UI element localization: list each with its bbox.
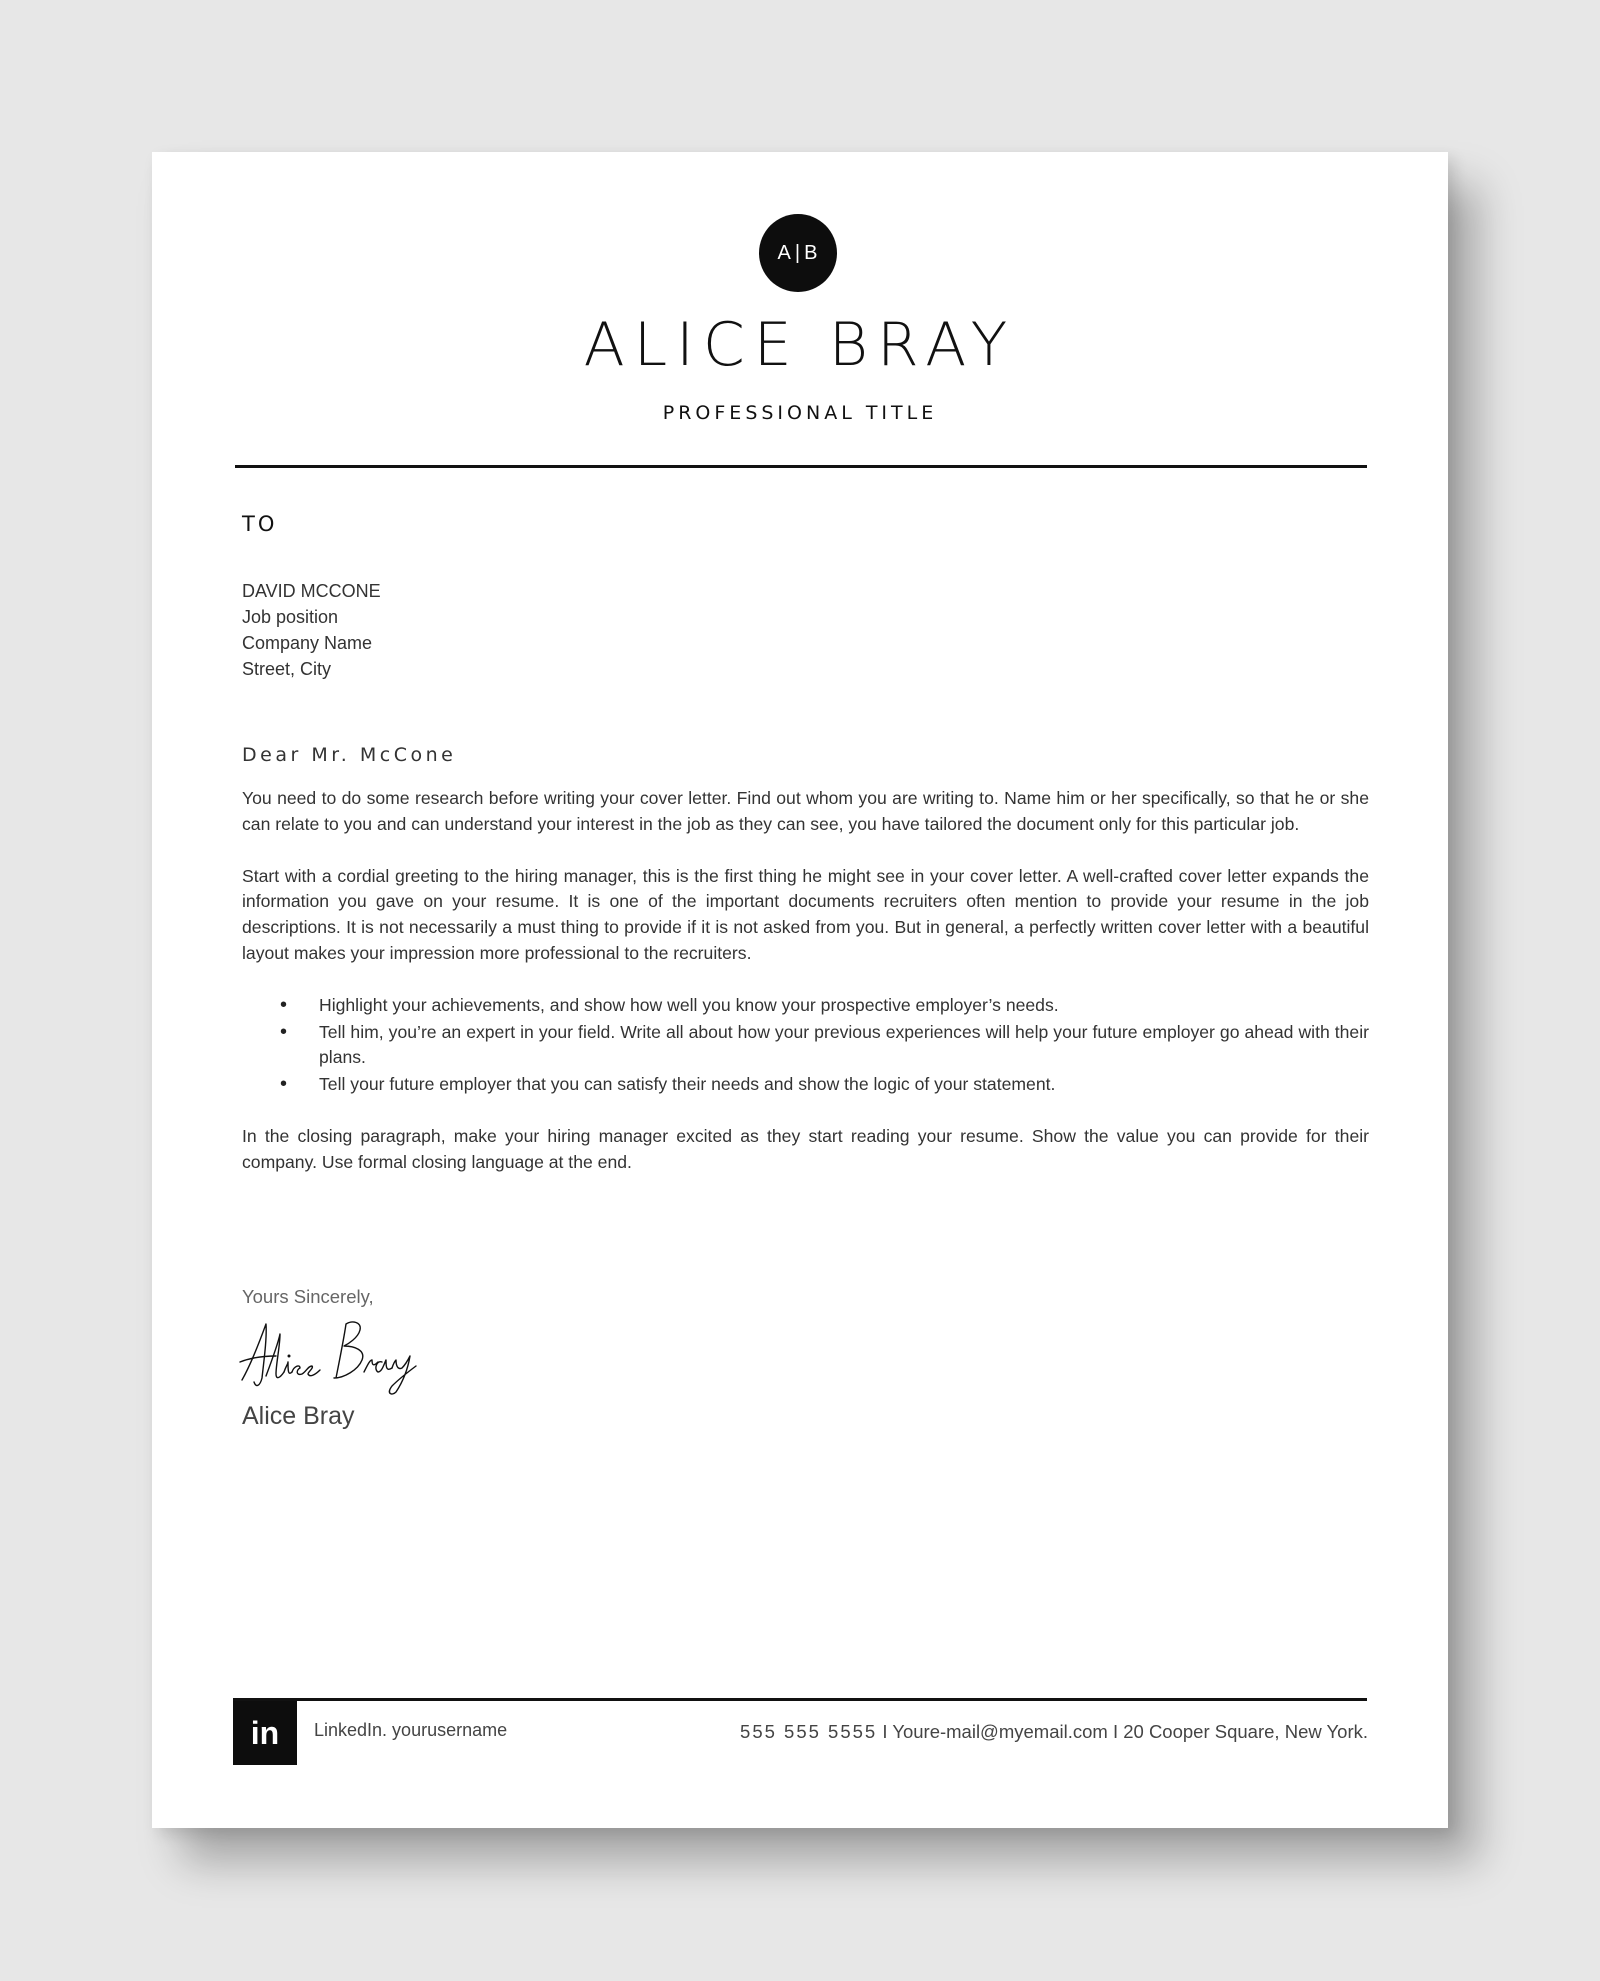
- recipient-address: [242, 578, 381, 682]
- signed-name: Alice Bray: [242, 1402, 355, 1430]
- contact-separator: I: [1112, 1721, 1119, 1742]
- list-item-text: Tell your future employer that you can satisfy their needs and show the logic of your statement.: [319, 1074, 1056, 1095]
- letter-body: [242, 786, 1369, 1202]
- phone-number: 555 555 5555: [740, 1721, 878, 1742]
- bullet-icon: •: [280, 1020, 288, 1043]
- professional-title: PROFESSIONAL TITLE: [662, 402, 938, 424]
- paragraph-intro: You need to do some research before writing your cover letter. Find out whom you are writing to. Name him or her specifically, so that he or she can relate to you and can understand your interest in the job as they can see, you have tailored the document only for this particular job.: [242, 788, 1369, 834]
- paragraph-closing: In the closing paragraph, make your hiring manager excited as they start reading your resume. Show the value you can provide for their company. Use formal closing language at the end.: [242, 1125, 1369, 1172]
- street-address: 20 Cooper Square, New York.: [1123, 1721, 1368, 1742]
- monogram-separator: |: [794, 241, 802, 264]
- list-item-text: Tell him, you’re an expert in your field. Write all about how your previous experiences will help your future employer go ahead with their plans.: [319, 1021, 1369, 1068]
- monogram-badge: [759, 214, 837, 292]
- recipient-job-position: Job position: [242, 607, 339, 627]
- applicant-name: ALICE BRAY: [583, 310, 1017, 380]
- linkedin-icon: in: [233, 1701, 297, 1765]
- paragraph-greeting-advice: Start with a cordial greeting to the hiring manager, this is the first thing he might see in your cover letter. A well-crafted cover letter expands the information you gave on your resume. It is one of the important documents recruiters often mention to provide your resume in the job descriptions. It is not necessarily a must thing to provide if it is not asked from you. But in general, a perfectly written cover letter with a beautiful layout makes your impression more professional to the recruiters.: [242, 865, 1369, 963]
- header-divider: [235, 465, 1367, 468]
- footer-divider: [233, 1698, 1367, 1701]
- list-item: [280, 1072, 1369, 1098]
- letter-greeting: Dear Mr. McCone: [242, 744, 457, 766]
- monogram-left: A: [777, 241, 792, 264]
- list-item-text: Highlight your achievements, and show how well you know your prospective employer’s needs.: [319, 994, 1059, 1015]
- recipient-street-city: Street, City: [242, 659, 332, 679]
- contact-separator: I: [882, 1721, 888, 1742]
- email-address: Youre-mail@myemail.com: [892, 1721, 1108, 1742]
- linkedin-handle: LinkedIn. yourusername: [314, 1720, 508, 1740]
- cover-letter-page: [152, 152, 1448, 1828]
- bullet-icon: •: [280, 1073, 288, 1096]
- bullet-icon: •: [280, 993, 288, 1016]
- advice-list: [242, 993, 1369, 1098]
- list-item: [280, 1020, 1369, 1072]
- monogram-right: B: [804, 241, 819, 264]
- closing-phrase: Yours Sincerely,: [242, 1286, 374, 1307]
- list-item: [280, 993, 1369, 1019]
- recipient-company: Company Name: [242, 633, 373, 653]
- handwritten-signature: [236, 1316, 436, 1396]
- recipient-name: DAVID MCCONE: [242, 581, 381, 601]
- recipient-heading: TO: [242, 512, 278, 536]
- contact-info: [740, 1721, 1368, 1743]
